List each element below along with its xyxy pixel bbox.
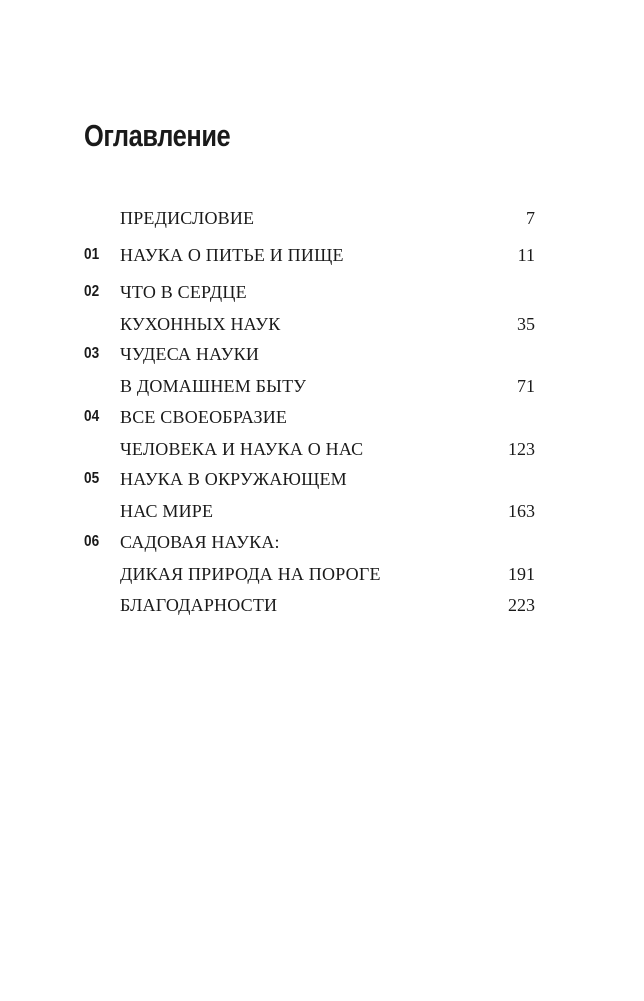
chapter-title-line: НАС МИРЕ [120, 501, 214, 521]
chapter-number: 06 [84, 533, 100, 550]
page-number: 191 [508, 564, 535, 584]
page-number: 35 [517, 314, 535, 334]
chapter-title-line: ЧЕЛОВЕКА И НАУКА О НАС [120, 439, 364, 459]
chapter-number: 02 [84, 283, 100, 300]
chapter-number: 01 [84, 246, 100, 263]
page-number: 7 [526, 208, 535, 228]
page-title: Оглавление [84, 118, 231, 153]
chapter-title-line: ПРЕДИСЛОВИЕ [120, 208, 255, 228]
chapter-number: 04 [84, 408, 100, 425]
chapter-number: 05 [84, 470, 100, 487]
chapter-title-line: ВСЕ СВОЕОБРАЗИЕ [120, 407, 288, 427]
chapter-title-line: ДИКАЯ ПРИРОДА НА ПОРОГЕ [120, 564, 381, 584]
chapter-title [120, 529, 381, 593]
chapter-title-line: В ДОМАШНЕМ БЫТУ [120, 376, 307, 396]
chapter-title [120, 341, 306, 405]
chapter-title-line: ЧУДЕСА НАУКИ [120, 344, 260, 364]
chapter-title [120, 466, 347, 530]
chapter-title-line: НАУКА В ОКРУЖАЮЩЕМ [120, 469, 347, 489]
chapter-title [120, 404, 363, 468]
chapter-title [120, 242, 344, 274]
chapter-title-line: ЧТО В СЕРДЦЕ [120, 282, 247, 302]
chapter-title [120, 592, 277, 624]
page-number: 71 [517, 376, 535, 396]
chapter-title-line: НАУКА О ПИТЬЕ И ПИЩЕ [120, 245, 344, 265]
page-number: 223 [508, 595, 535, 615]
chapter-title-line: САДОВАЯ НАУКА: [120, 532, 280, 552]
chapter-title [120, 205, 254, 237]
page-number: 163 [508, 501, 535, 521]
page-number: 11 [517, 245, 535, 265]
chapter-title [120, 279, 280, 343]
page-number: 123 [508, 439, 535, 459]
chapter-title-line: КУХОННЫХ НАУК [120, 314, 281, 334]
chapter-number: 03 [84, 345, 100, 362]
chapter-title-line: БЛАГОДАРНОСТИ [120, 595, 278, 615]
